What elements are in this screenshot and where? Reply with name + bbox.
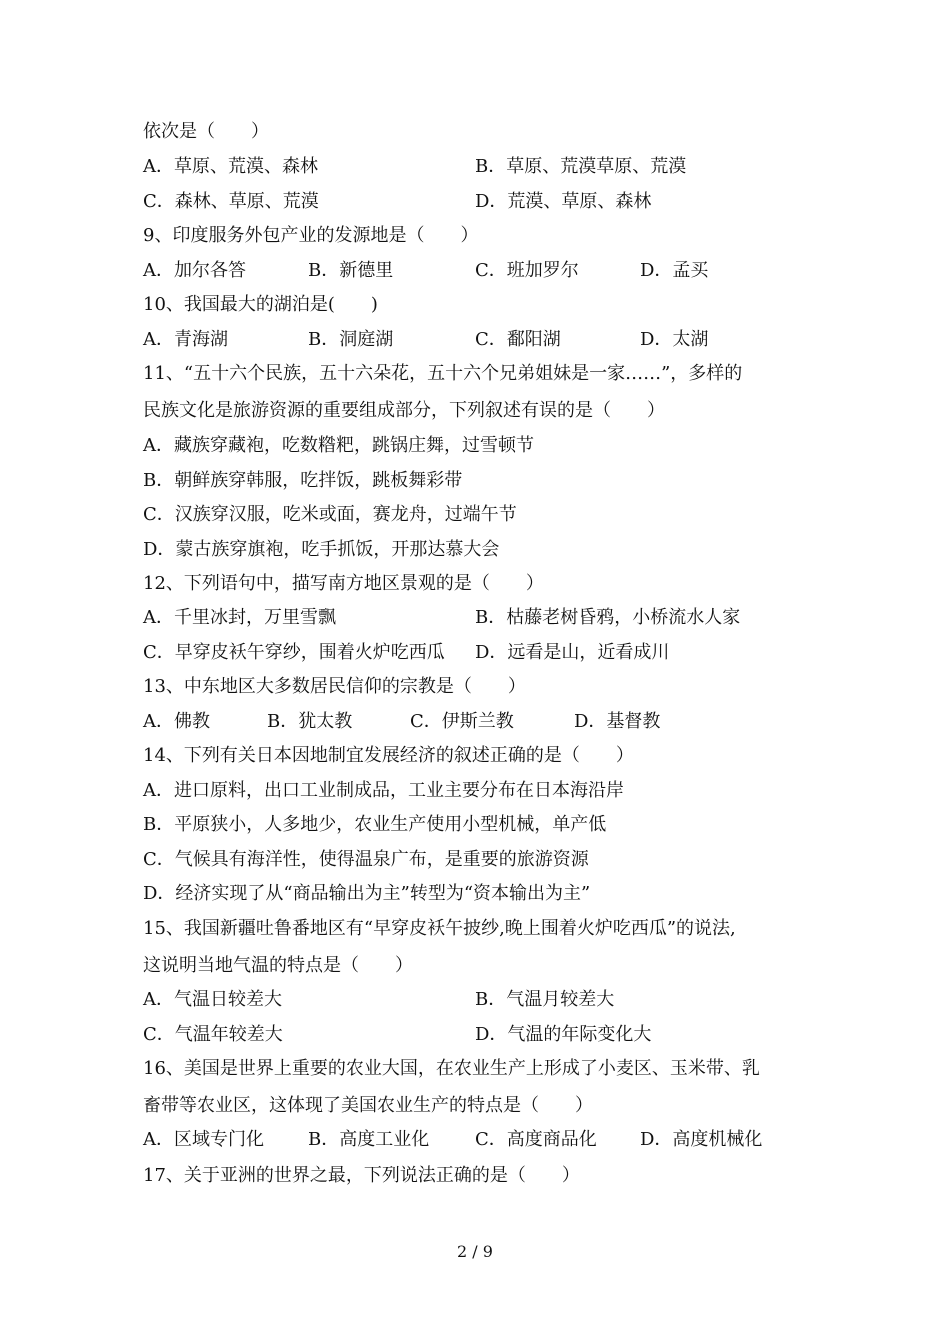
question-15-stem-line-2: 这说明当地气温的特点是（ ） (143, 955, 413, 976)
question-12-stem: 12、下列语句中，描写南方地区景观的是（ ） (143, 573, 544, 594)
question-15-stem-line-1: 15、我国新疆吐鲁番地区有“早穿皮袄午披纱,晚上围着火炉吃西瓜”的说法, (143, 918, 736, 939)
option-a: A．区域专门化 (143, 1129, 264, 1150)
question-16-stem-line-1: 16、美国是世界上重要的农业大国，在农业生产上形成了小麦区、玉米带、乳 (143, 1058, 760, 1079)
option-b: B．高度工业化 (308, 1129, 430, 1150)
question-13-stem: 13、中东地区大多数居民信仰的宗教是（ ） (143, 676, 526, 697)
option-d: D．太湖 (640, 329, 709, 350)
option-a: A．佛教 (143, 711, 210, 732)
question-11-option-b: B．朝鲜族穿韩服，吃拌饭，跳板舞彩带 (143, 470, 463, 491)
page-number: 2 / 9 (457, 1242, 493, 1261)
question-17-stem: 17、关于亚洲的世界之最，下列说法正确的是（ ） (143, 1165, 580, 1186)
option-b: B．草原、荒漠草原、荒漠 (475, 156, 687, 177)
option-a: A．草原、荒漠、森林 (143, 156, 318, 177)
question-11-option-c: C．汉族穿汉服，吃米或面，赛龙舟，过端午节 (143, 504, 517, 525)
question-11-option-d: D．蒙古族穿旗袍，吃手抓饭，开那达慕大会 (143, 539, 500, 560)
option-b: B．枯藤老树昏鸦，小桥流水人家 (475, 607, 741, 628)
option-c: C．鄱阳湖 (475, 329, 561, 350)
question-14-option-b: B．平原狭小，人多地少，农业生产使用小型机械，单产低 (143, 814, 607, 835)
question-11-option-a: A．藏族穿藏袍，吃数糌粑，跳锅庄舞，过雪顿节 (143, 435, 534, 456)
option-c: C．早穿皮袄午穿纱，围着火炉吃西瓜 (143, 642, 445, 663)
option-c: C．森林、草原、荒漠 (143, 191, 319, 212)
question-16-stem-line-2: 畜带等农业区，这体现了美国农业生产的特点是（ ） (143, 1095, 593, 1116)
option-b: B．气温月较差大 (475, 989, 615, 1010)
option-d: D．孟买 (640, 260, 709, 281)
option-a: A．加尔各答 (143, 260, 246, 281)
option-d: D．高度机械化 (640, 1129, 763, 1150)
option-b: B．犹太教 (267, 711, 353, 732)
question-11-stem-line-1: 11、“五十六个民族，五十六朵花，五十六个兄弟姐妹是一家……”，多样的 (143, 363, 743, 384)
option-c: C．气温年较差大 (143, 1024, 283, 1045)
option-b: B．新德里 (308, 260, 394, 281)
question-14-stem: 14、下列有关日本因地制宜发展经济的叙述正确的是（ ） (143, 745, 634, 766)
option-c: C．高度商品化 (475, 1129, 597, 1150)
option-d: D．气温的年际变化大 (475, 1024, 652, 1045)
question-14-option-d: D．经济实现了从“商品输出为主”转型为“资本输出为主” (143, 883, 591, 904)
option-a: A．气温日较差大 (143, 989, 282, 1010)
question-14-option-a: A．进口原料，出口工业制成品，工业主要分布在日本海沿岸 (143, 780, 624, 801)
option-c: C．伊斯兰教 (410, 711, 514, 732)
option-d: D．远看是山，近看成川 (475, 642, 670, 663)
question-8-stem-tail: 依次是（ ） (143, 121, 269, 142)
question-9-stem: 9、印度服务外包产业的发源地是（ ） (143, 225, 479, 246)
option-a: A．千里冰封，万里雪飘 (143, 607, 336, 628)
option-d: D．荒漠、草原、森林 (475, 191, 652, 212)
option-d: D．基督教 (574, 711, 661, 732)
option-c: C．班加罗尔 (475, 260, 579, 281)
option-a: A．青海湖 (143, 329, 228, 350)
question-11-stem-line-2: 民族文化是旅游资源的重要组成部分，下列叙述有误的是（ ） (143, 400, 665, 421)
question-14-option-c: C．气候具有海洋性，使得温泉广布，是重要的旅游资源 (143, 849, 589, 870)
option-b: B．洞庭湖 (308, 329, 394, 350)
question-10-stem: 10、我国最大的湖泊是( ) (143, 294, 378, 315)
